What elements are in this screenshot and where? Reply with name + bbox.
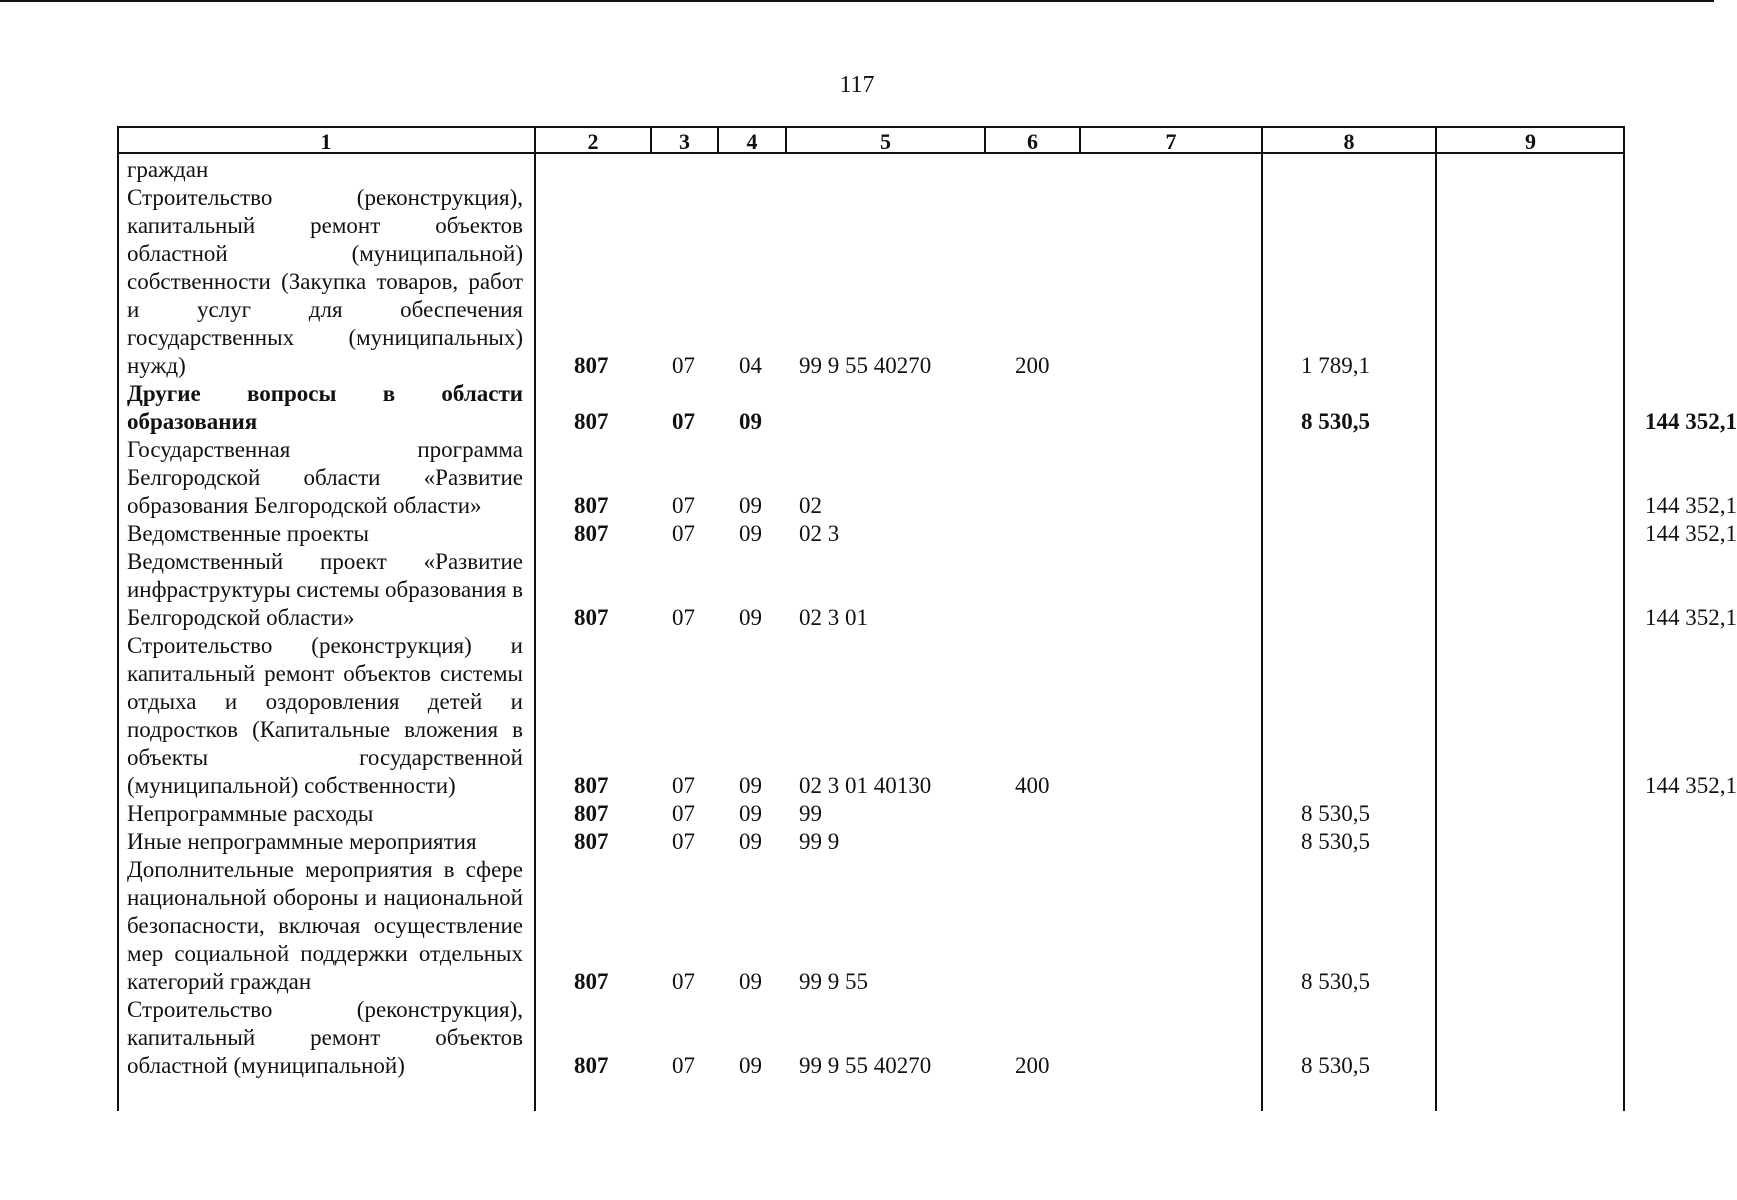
cell-section: 07	[672, 605, 695, 630]
cell-target-article: 99 9 55 40270	[799, 1053, 932, 1078]
table-body	[117, 156, 1737, 1080]
cell-subsection: 09	[739, 829, 762, 854]
cell-amount-col7: 1 789,1	[1301, 353, 1370, 378]
cell-section: 07	[672, 969, 695, 994]
cell-target-article: 99 9 55	[799, 969, 868, 994]
header-col-6: 6	[1027, 129, 1038, 154]
table-row	[117, 856, 1625, 996]
cell-section: 07	[672, 829, 695, 854]
table-row	[117, 996, 1625, 1080]
cell-admin-code: 807	[574, 1053, 609, 1078]
row-description: Строительство (реконструкция), капитальный ремонт объектов областной (муниципальной)	[127, 997, 523, 1078]
table-header	[117, 126, 1625, 154]
cell-subsection: 04	[739, 353, 762, 378]
cell-target-article: 99	[799, 801, 822, 826]
cell-section: 07	[672, 773, 695, 798]
cell-amount-col9: 144 352,1	[1645, 605, 1737, 630]
cell-amount-col7: 8 530,5	[1301, 409, 1370, 434]
row-description: граждан	[127, 157, 209, 182]
row-description: Дополнительные мероприятия в сфере национальной обороны и национальной безопасности, включая осуществление мер социальной поддержки отдельных категорий граждан	[127, 857, 523, 994]
cell-amount-col7: 8 530,5	[1301, 969, 1370, 994]
header-col-1: 1	[320, 129, 332, 154]
cell-admin-code: 807	[574, 829, 609, 854]
cell-amount-col7: 8 530,5	[1301, 1053, 1370, 1078]
header-col-8: 8	[1343, 129, 1355, 154]
cell-admin-code: 807	[574, 801, 609, 826]
budget-table	[117, 126, 1737, 1111]
cell-subsection: 09	[739, 493, 762, 518]
table-row	[117, 436, 1737, 520]
cell-subsection: 09	[739, 801, 762, 826]
cell-section: 07	[672, 801, 695, 826]
cell-admin-code: 807	[574, 605, 609, 630]
cell-section: 07	[672, 493, 695, 518]
cell-amount-col9: 144 352,1	[1645, 493, 1737, 518]
header-divider	[650, 126, 652, 154]
cell-admin-code: 807	[574, 969, 609, 994]
row-description: Ведомственные проекты	[127, 521, 369, 546]
header-col-7: 7	[1165, 129, 1177, 154]
table-row	[117, 184, 1625, 380]
header-col-9: 9	[1525, 129, 1536, 154]
cell-amount-col7: 8 530,5	[1301, 801, 1370, 826]
page-number: 117	[839, 72, 875, 98]
header-col-3: 3	[679, 129, 690, 154]
cell-section: 07	[672, 1053, 695, 1078]
header-col-4: 4	[746, 129, 758, 154]
cell-subsection: 09	[739, 409, 762, 434]
cell-expense-type: 400	[1015, 773, 1050, 798]
header-divider	[785, 126, 787, 154]
cell-admin-code: 807	[574, 409, 609, 434]
cell-section: 07	[672, 521, 695, 546]
row-description: Строительство (реконструкция) и капитальный ремонт объектов системы отдыха и оздоровления детей и подростков (Капитальные вложения в объекты государственной (муниципальной) собственности)	[127, 633, 523, 798]
header-divider	[984, 126, 986, 154]
cell-subsection: 09	[739, 773, 762, 798]
cell-admin-code: 807	[574, 353, 609, 378]
table-row	[117, 548, 1737, 632]
cell-admin-code: 807	[574, 773, 609, 798]
cell-expense-type: 200	[1015, 353, 1050, 378]
cell-subsection: 09	[739, 969, 762, 994]
cell-amount-col9: 144 352,1	[1645, 521, 1737, 546]
header-col-2: 2	[587, 129, 599, 154]
cell-target-article: 99 9 55 40270	[799, 353, 932, 378]
cell-amount-col9: 144 352,1	[1645, 409, 1737, 434]
cell-subsection: 09	[739, 605, 762, 630]
cell-target-article: 02	[799, 493, 822, 518]
cell-target-article: 02 3 01 40130	[799, 773, 932, 798]
cell-subsection: 09	[739, 1053, 762, 1078]
table-row	[117, 632, 1737, 800]
row-description: Непрограммные расходы	[127, 801, 374, 826]
cell-expense-type: 200	[1015, 1053, 1050, 1078]
table-row	[117, 828, 1625, 856]
cell-target-article: 02 3	[799, 521, 840, 546]
cell-admin-code: 807	[574, 493, 609, 518]
table-row	[117, 380, 1737, 436]
cell-admin-code: 807	[574, 521, 609, 546]
cell-target-article: 99 9	[799, 829, 840, 854]
row-description: Государственная программа Белгородской области «Развитие образования Белгородской области»	[127, 437, 523, 518]
cell-section: 07	[672, 353, 695, 378]
table-row	[117, 520, 1737, 548]
table-row	[117, 156, 1625, 184]
cell-amount-col7: 8 530,5	[1301, 829, 1370, 854]
cell-section: 07	[672, 409, 695, 434]
header-divider	[1079, 126, 1081, 154]
cell-subsection: 09	[739, 521, 762, 546]
row-description: Другие вопросы в области образования	[127, 381, 523, 434]
row-description: Строительство (реконструкция), капитальный ремонт объектов областной (муниципальной) собственности (Закупка товаров, работ и услуг для обеспечения государственных (муниципальных) нужд)	[127, 185, 523, 378]
header-col-5: 5	[880, 129, 891, 154]
row-description: Иные непрограммные мероприятия	[127, 829, 477, 854]
top-rule	[0, 0, 1714, 2]
row-description: Ведомственный проект «Развитие инфраструктуры системы образования в Белгородской области»	[127, 549, 523, 630]
cell-target-article: 02 3 01	[799, 605, 868, 630]
table-row	[117, 800, 1625, 828]
cell-amount-col9: 144 352,1	[1645, 773, 1737, 798]
header-divider	[717, 126, 719, 154]
